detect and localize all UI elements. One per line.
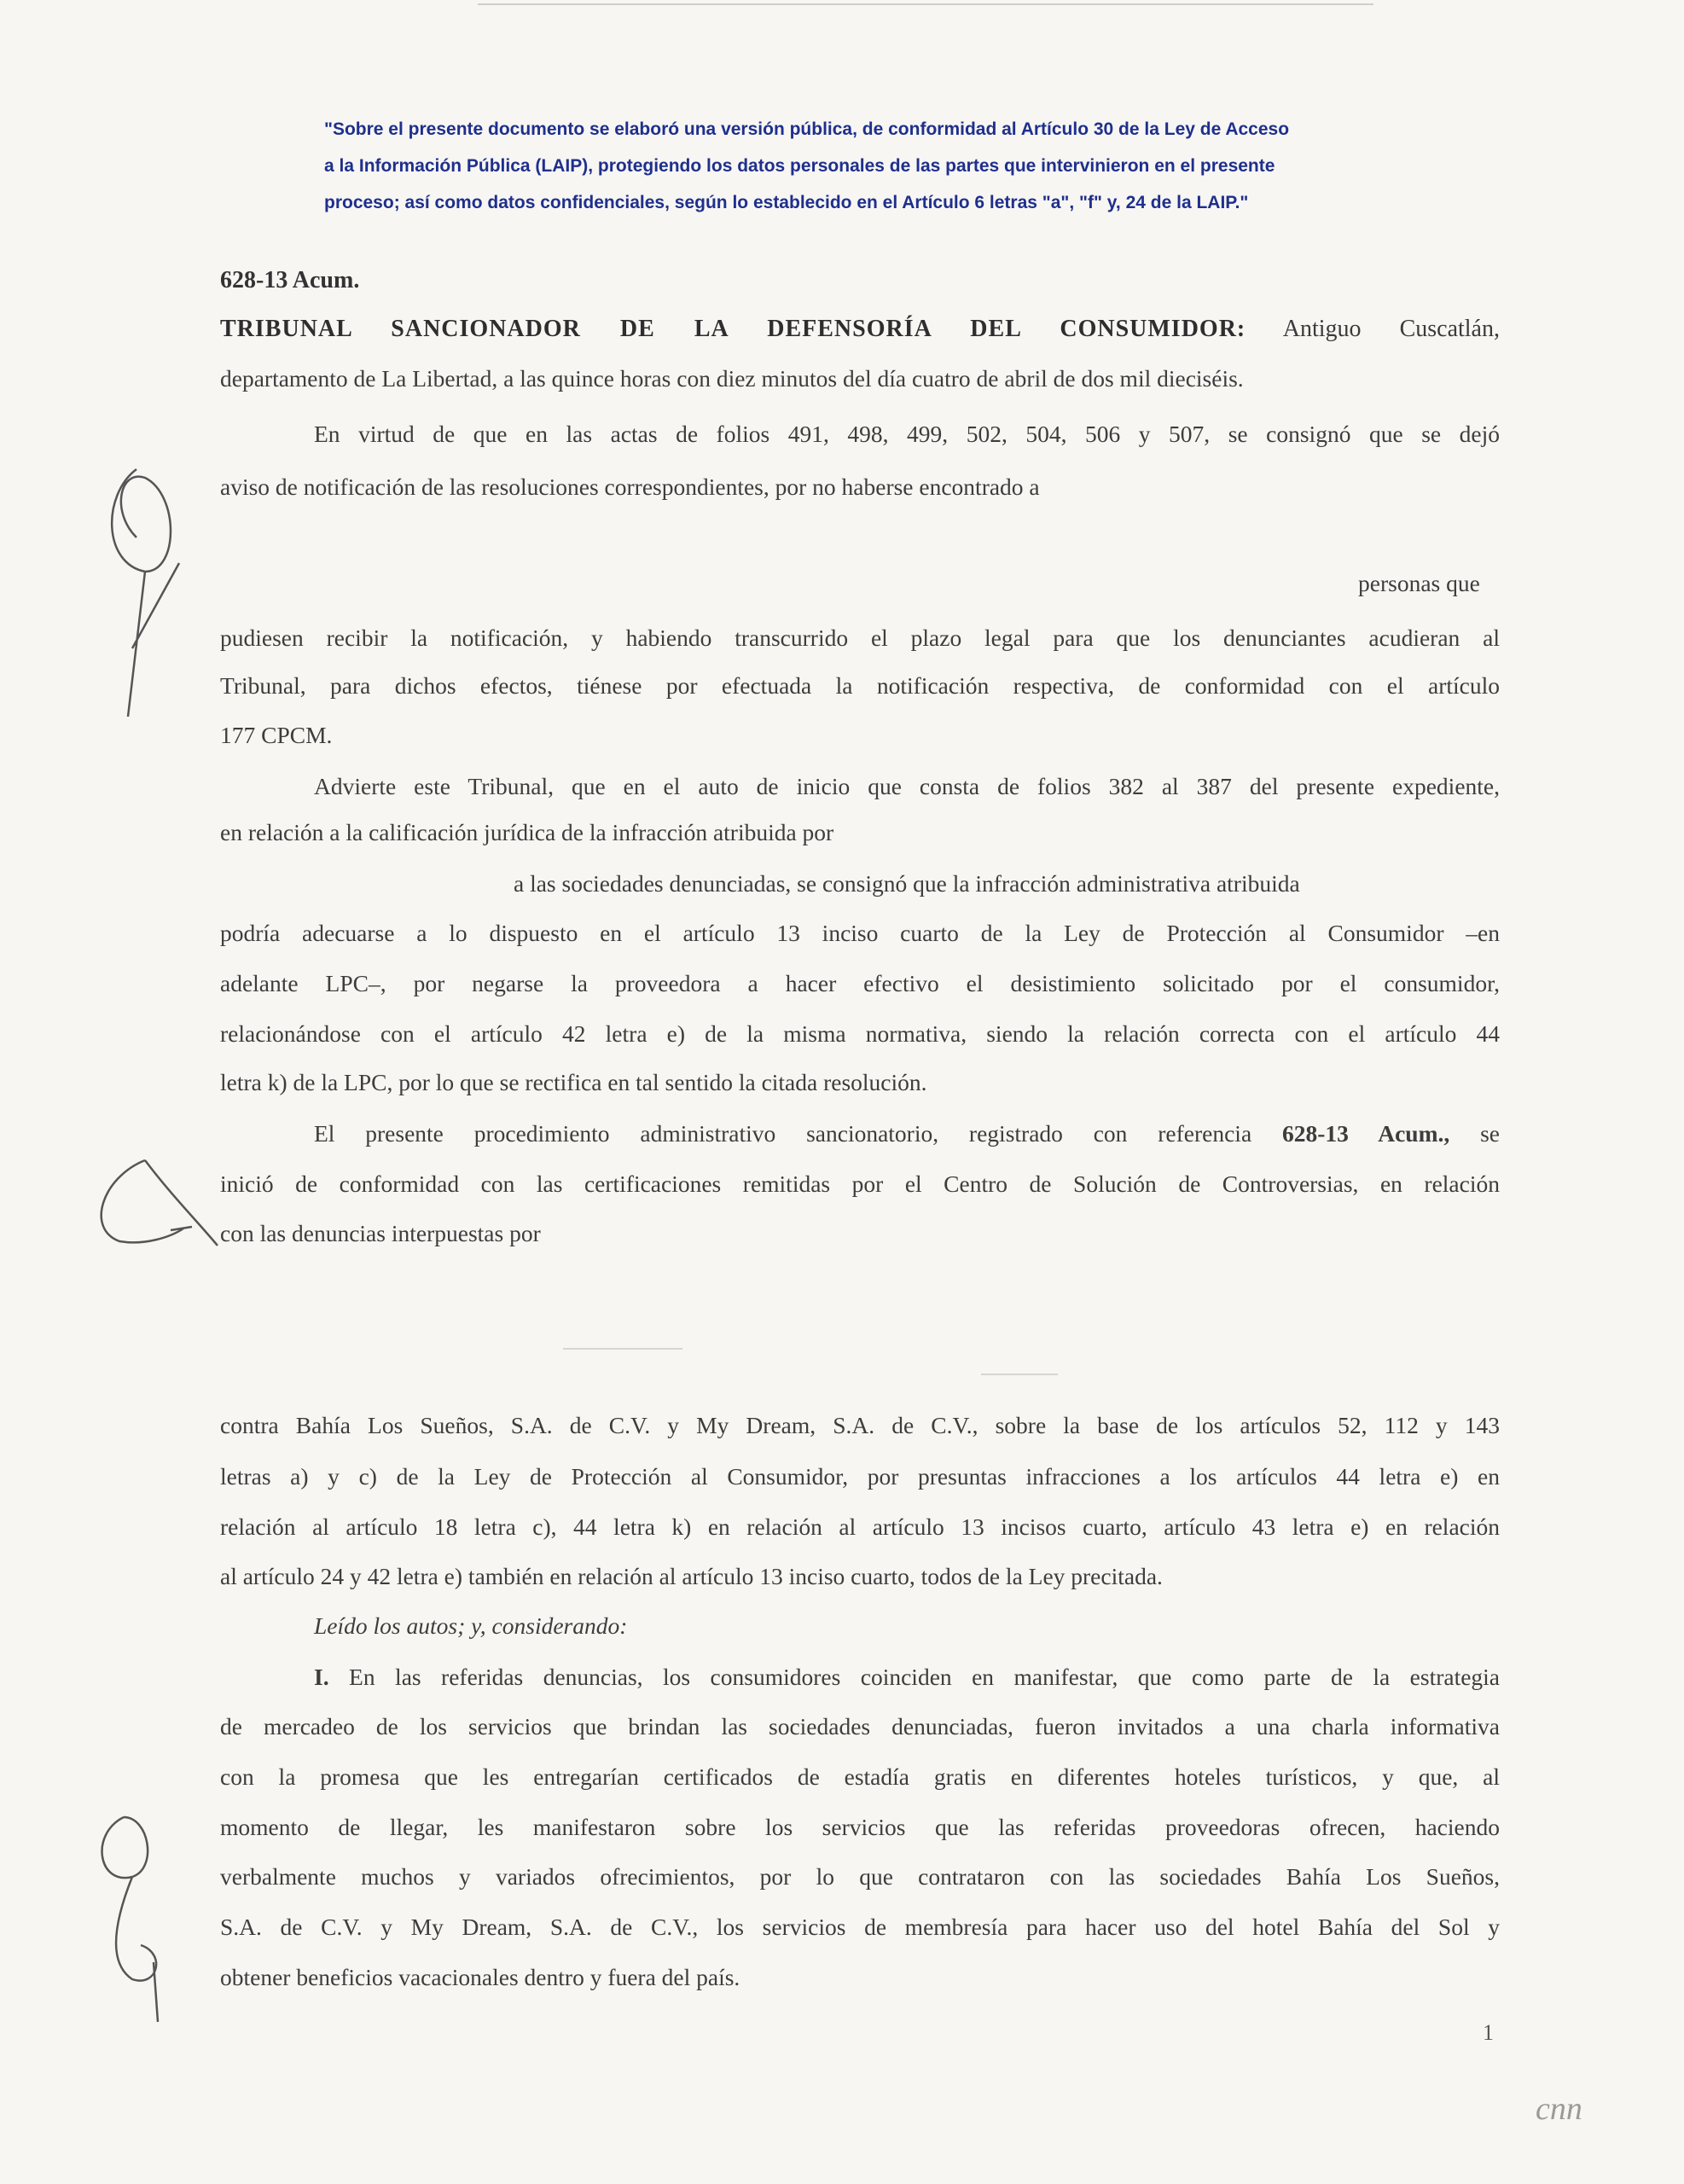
redaction-residue [563,1348,682,1350]
tribunal-title: TRIBUNAL SANCIONADOR DE LA DEFENSORÍA DEL CONSUMIDOR: [220,316,1246,342]
text-line: con la promesa que les entregarían certificados de estadía gratis en diferentes hoteles turísticos, y que, al [220,1763,1500,1790]
text-line: personas que [1358,570,1480,596]
text-line: momento de llegar, les manifestaron sobre los servicios que las referidas proveedoras ofrecen, haciendo [220,1814,1500,1840]
heading-location: Antiguo Cuscatlán, [1282,316,1500,342]
text-line: en relación a la calificación jurídica de la infracción atribuida por [220,819,834,845]
notice-line-1: "Sobre el presente documento se elaboró una versión pública, de conformidad al Artículo 30 de la Ley de Acceso [324,119,1290,139]
text-line: Tribunal, para dichos efectos, tiénese por efectuada la notificación respectiva, de conformidad con el artículo [220,672,1500,699]
notice-line-2: a la Información Pública (LAIP), protegiendo los datos personales de las partes que intervinieron en el presente [324,156,1275,176]
text-segment: se [1480,1120,1501,1147]
section-numeral: I. [314,1664,329,1690]
notice-line-3: proceso; así como datos confidenciales, según lo establecido en el Artículo 6 letras "a", "f" y, 24 de la LAIP." [324,193,1249,212]
text-line: contra Bahía Los Sueños, S.A. de C.V. y My Dream, S.A. de C.V., sobre la base de los artículos 52, 112 y 143 [220,1412,1500,1438]
handwritten-mark-top [85,444,205,734]
case-reference: 628-13 Acum. [220,267,360,293]
text-line: letras a) y c) de la Ley de Protección al Consumidor, por presuntas infracciones a los artículos 44 letra e) en [220,1463,1500,1490]
text-line: Leído los autos; y, considerando: [314,1612,628,1639]
text-line [314,1120,1500,1147]
text-line: Advierte este Tribunal, que en el auto de inicio que consta de folios 382 al 387 del presente expediente, [314,773,1500,799]
text-line: inició de conformidad con las certificaciones remitidas por el Centro de Solución de Controversias, en relación [220,1170,1500,1197]
tribunal-heading [220,316,1500,343]
public-version-notice [324,111,1365,221]
text-line: al artículo 24 y 42 letra e) también en relación al artículo 13 inciso cuarto, todos de la Ley precitada. [220,1563,1163,1589]
text-line: obtener beneficios vacacionales dentro y fuera del país. [220,1964,740,1990]
text-line: podría adecuarse a lo dispuesto en el artículo 13 inciso cuarto de la Ley de Protección al Consumidor –en [220,920,1500,946]
text-line: de mercadeo de los servicios que brindan las sociedades denunciadas, fueron invitados a una charla informativa [220,1713,1500,1740]
text-line: departamento de La Libertad, a las quince horas con diez minutos del día cuatro de abril de dos mil dieciséis. [220,365,1244,392]
handwritten-mark-bottom [90,1792,183,2030]
text-line: a las sociedades denunciadas, se consignó que la infracción administrativa atribuida [514,870,1300,897]
case-reference-inline: 628-13 Acum., [1282,1120,1450,1147]
text-line: con las denuncias interpuestas por [220,1220,541,1246]
text-segment: En las referidas denuncias, los consumidores coinciden en manifestar, que como parte de la estrategia [349,1664,1501,1690]
text-line [314,1664,1500,1691]
handwritten-initials: cnn [1536,2091,1582,2127]
redaction-residue [981,1374,1058,1375]
text-line: S.A. de C.V. y My Dream, S.A. de C.V., los servicios de membresía para hacer uso del hotel Bahía del Sol y [220,1914,1500,1940]
text-line: relacionándose con el artículo 42 letra e) de la misma normativa, siendo la relación correcta con el artículo 44 [220,1020,1500,1047]
text-line: adelante LPC–, por negarse la proveedora a hacer efectivo el desistimiento solicitado por el consumidor, [220,970,1500,996]
text-segment: El presente procedimiento administrativo sancionatorio, registrado con referencia [314,1120,1252,1147]
text-line: relación al artículo 18 letra c), 44 letra k) en relación al artículo 13 incisos cuarto, artículo 43 letra e) en relación [220,1513,1500,1540]
scan-edge-line [478,3,1373,5]
handwritten-mark-middle [85,1152,222,1263]
text-line: letra k) de la LPC, por lo que se rectifica en tal sentido la citada resolución. [220,1069,927,1095]
text-line: verbalmente muchos y variados ofrecimientos, por lo que contrataron con las sociedades Bahía Los Sueños, [220,1863,1500,1890]
text-line: pudiesen recibir la notificación, y habiendo transcurrido el plazo legal para que los denunciantes acudieran al [220,624,1500,651]
page-number: 1 [1483,2020,1494,2045]
text-line: 177 CPCM. [220,722,333,748]
text-line: aviso de notificación de las resoluciones correspondientes, por no haberse encontrado a [220,473,1040,500]
text-line: En virtud de que en las actas de folios 491, 498, 499, 502, 504, 506 y 507, se consignó que se dejó [314,421,1500,447]
